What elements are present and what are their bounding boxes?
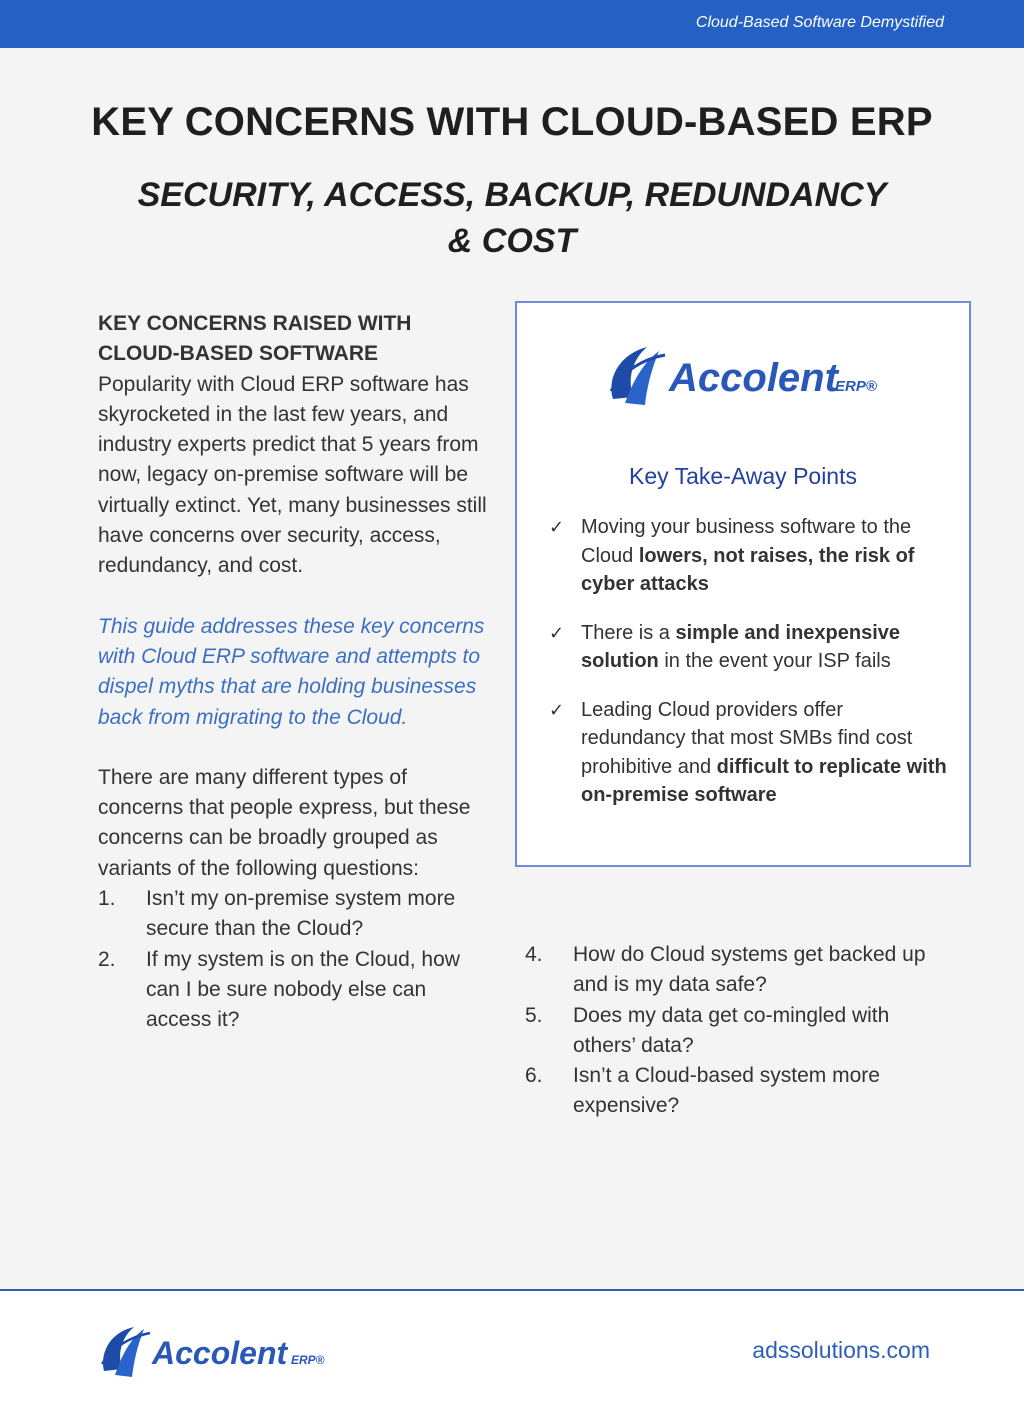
question-list-left bbox=[98, 884, 488, 1035]
list-item: 6. Isn’t a Cloud-based system more expensive? bbox=[525, 1064, 880, 1118]
footer-logo bbox=[98, 1321, 348, 1381]
svg-text:ERP®: ERP® bbox=[835, 378, 877, 395]
takeaway-title: Key Take-Away Points bbox=[629, 463, 857, 489]
running-title: Cloud-Based Software Demystified bbox=[695, 14, 944, 31]
list-item: 1. Isn’t my on-premise system more secure than the Cloud? bbox=[98, 887, 456, 941]
checkmark-icon: ✓ bbox=[549, 622, 565, 643]
list-item: 5. Does my data get co-mingled with others’ data? bbox=[525, 1003, 890, 1057]
takeaway-box bbox=[515, 301, 971, 867]
takeaway-points bbox=[547, 513, 947, 830]
takeaway-point: ✓ Moving your business software to the Cloud lowers, not raises, the risk of cyber attacks bbox=[547, 513, 947, 599]
intro-paragraph: Popularity with Cloud ERP software has skyrocketed in the last few years, and industry experts predict that 5 years from now, legacy on-premise software will be virtually extinct. Yet, many businesses still have concerns over security, access, redundancy, and cost. bbox=[98, 372, 487, 578]
accolent-logo bbox=[603, 341, 903, 411]
checkmark-icon: ✓ bbox=[549, 517, 565, 537]
lead-in-paragraph: There are many different types of concerns that people express, but these concerns can be broadly grouped as variants of the following questions: bbox=[98, 765, 471, 880]
highlight-paragraph: This guide addresses these key concerns with Cloud ERP software and attempts to dispel myths that are holding businesses back from migrating to the Cloud. bbox=[98, 614, 485, 729]
subtitle-line-1: SECURITY, ACCESS, BACKUP, REDUNDANCY bbox=[137, 176, 887, 214]
subtitle-line-2: & COST bbox=[447, 222, 577, 260]
checkmark-icon: ✓ bbox=[549, 699, 565, 720]
footer-url-link[interactable]: adssolutions.com bbox=[752, 1337, 930, 1363]
section-heading: KEY CONCERNS RAISED WITH CLOUD-BASED SOFTWARE bbox=[98, 312, 412, 366]
list-item: 4. How do Cloud systems get backed up and is my data safe? bbox=[525, 943, 926, 997]
takeaway-point: ✓ Leading Cloud providers offer redundancy that most SMBs find cost prohibitive and difficult to replicate with on-premise software bbox=[547, 696, 947, 810]
svg-text:Accolent: Accolent bbox=[669, 356, 838, 400]
intro-column bbox=[98, 309, 488, 1036]
svg-text:ERP®: ERP® bbox=[291, 1353, 325, 1367]
svg-text:Accolent: Accolent bbox=[152, 1335, 288, 1371]
header-bar bbox=[0, 0, 1024, 48]
question-list-right bbox=[525, 940, 935, 1122]
footer bbox=[0, 1291, 1024, 1408]
takeaway-point: ✓ There is a simple and inexpensive solution in the event your ISP fails bbox=[547, 619, 947, 676]
page-title: KEY CONCERNS WITH CLOUD-BASED ERP bbox=[91, 100, 933, 144]
page-subtitle bbox=[0, 172, 1024, 264]
list-item: 2. If my system is on the Cloud, how can I be sure nobody else can access it? bbox=[98, 947, 460, 1032]
